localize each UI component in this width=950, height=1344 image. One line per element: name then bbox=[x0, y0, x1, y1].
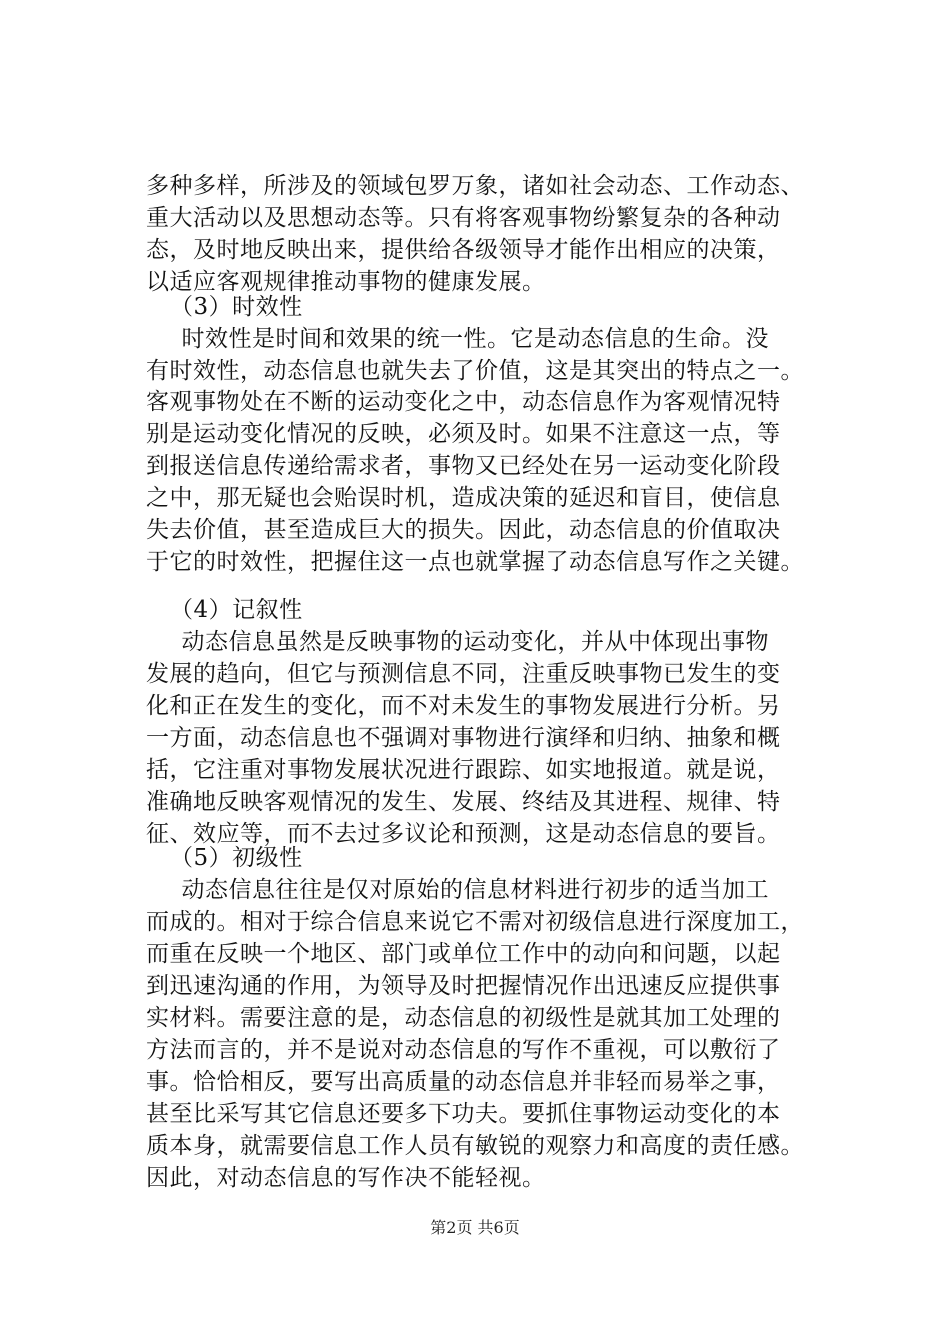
section-heading-4: （4）记叙性 bbox=[158, 596, 303, 623]
text-line: 有时效性，动态信息也就失去了价值，这是其突出的特点之一。 bbox=[146, 357, 804, 384]
text-line: 重大活动以及思想动态等。只有将客观事物纷繁复杂的各种动 bbox=[146, 204, 781, 231]
text-line: 别是运动变化情况的反映，必须及时。如果不注意这一点，等 bbox=[146, 421, 781, 448]
section-heading-5: （5）初级性 bbox=[158, 845, 303, 872]
text-line: 以适应客观规律推动事物的健康发展。 bbox=[146, 268, 546, 295]
text-line: 之中，那无疑也会贻误时机，造成决策的延迟和盲目，使信息 bbox=[146, 485, 781, 512]
text-line: 一方面，动态信息也不强调对事物进行演绎和归纳、抽象和概 bbox=[146, 724, 781, 751]
text-line: 多种多样，所涉及的领域包罗万象，诸如社会动态、工作动态、 bbox=[146, 173, 804, 199]
text-line: 实材料。需要注意的是，动态信息的初级性是就其加工处理的 bbox=[146, 1005, 781, 1032]
text-line: 化和正在发生的变化，而不对未发生的事物发展进行分析。另 bbox=[146, 692, 781, 719]
text-line: 征、效应等，而不去过多议论和预测，这是动态信息的要旨。 bbox=[146, 820, 781, 847]
text-line: 态，及时地反映出来，提供给各级领导才能作出相应的决策， bbox=[146, 236, 781, 263]
page-number-footer: 第2页 共6页 bbox=[430, 1218, 520, 1237]
text-line: 因此，对动态信息的写作决不能轻视。 bbox=[146, 1165, 546, 1191]
text-line: 甚至比采写其它信息还要多下功夫。要抓住事物运动变化的本 bbox=[146, 1101, 781, 1128]
text-line: 发展的趋向，但它与预测信息不同，注重反映事物已发生的变 bbox=[146, 660, 781, 687]
text-line: 而重在反映一个地区、部门或单位工作中的动向和问题，以起 bbox=[146, 941, 781, 968]
text-line: 客观事物处在不断的运动变化之中，动态信息作为客观情况特 bbox=[146, 389, 781, 416]
text-line: 事。恰恰相反，要写出高质量的动态信息并非轻而易举之事， bbox=[146, 1069, 781, 1096]
text-line: 到迅速沟通的作用，为领导及时把握情况作出迅速反应提供事 bbox=[146, 973, 781, 1000]
text-line: 动态信息虽然是反映事物的运动变化，并从中体现出事物 bbox=[158, 628, 769, 655]
text-line: 时效性是时间和效果的统一性。它是动态信息的生命。没 bbox=[158, 325, 769, 352]
text-line: 括，它注重对事物发展状况进行跟踪、如实地报道。就是说， bbox=[146, 756, 781, 783]
text-line: 于它的时效性，把握住这一点也就掌握了动态信息写作之关键。 bbox=[146, 549, 804, 576]
section-heading-3: （3）时效性 bbox=[158, 293, 303, 320]
text-line: 方法而言的，并不是说对动态信息的写作不重视，可以敷衍了 bbox=[146, 1037, 781, 1064]
text-line: 失去价值，甚至造成巨大的损失。因此，动态信息的价值取决 bbox=[146, 517, 781, 544]
text-line: 质本身，就需要信息工作人员有敏锐的观察力和高度的责任感。 bbox=[146, 1133, 804, 1160]
text-line: 准确地反映客观情况的发生、发展、终结及其进程、规律、特 bbox=[146, 788, 781, 815]
text-line: 到报送信息传递给需求者，事物又已经处在另一运动变化阶段 bbox=[146, 453, 781, 480]
text-line: 动态信息往往是仅对原始的信息材料进行初步的适当加工 bbox=[158, 877, 769, 904]
text-line: 而成的。相对于综合信息来说它不需对初级信息进行深度加工， bbox=[146, 909, 804, 936]
